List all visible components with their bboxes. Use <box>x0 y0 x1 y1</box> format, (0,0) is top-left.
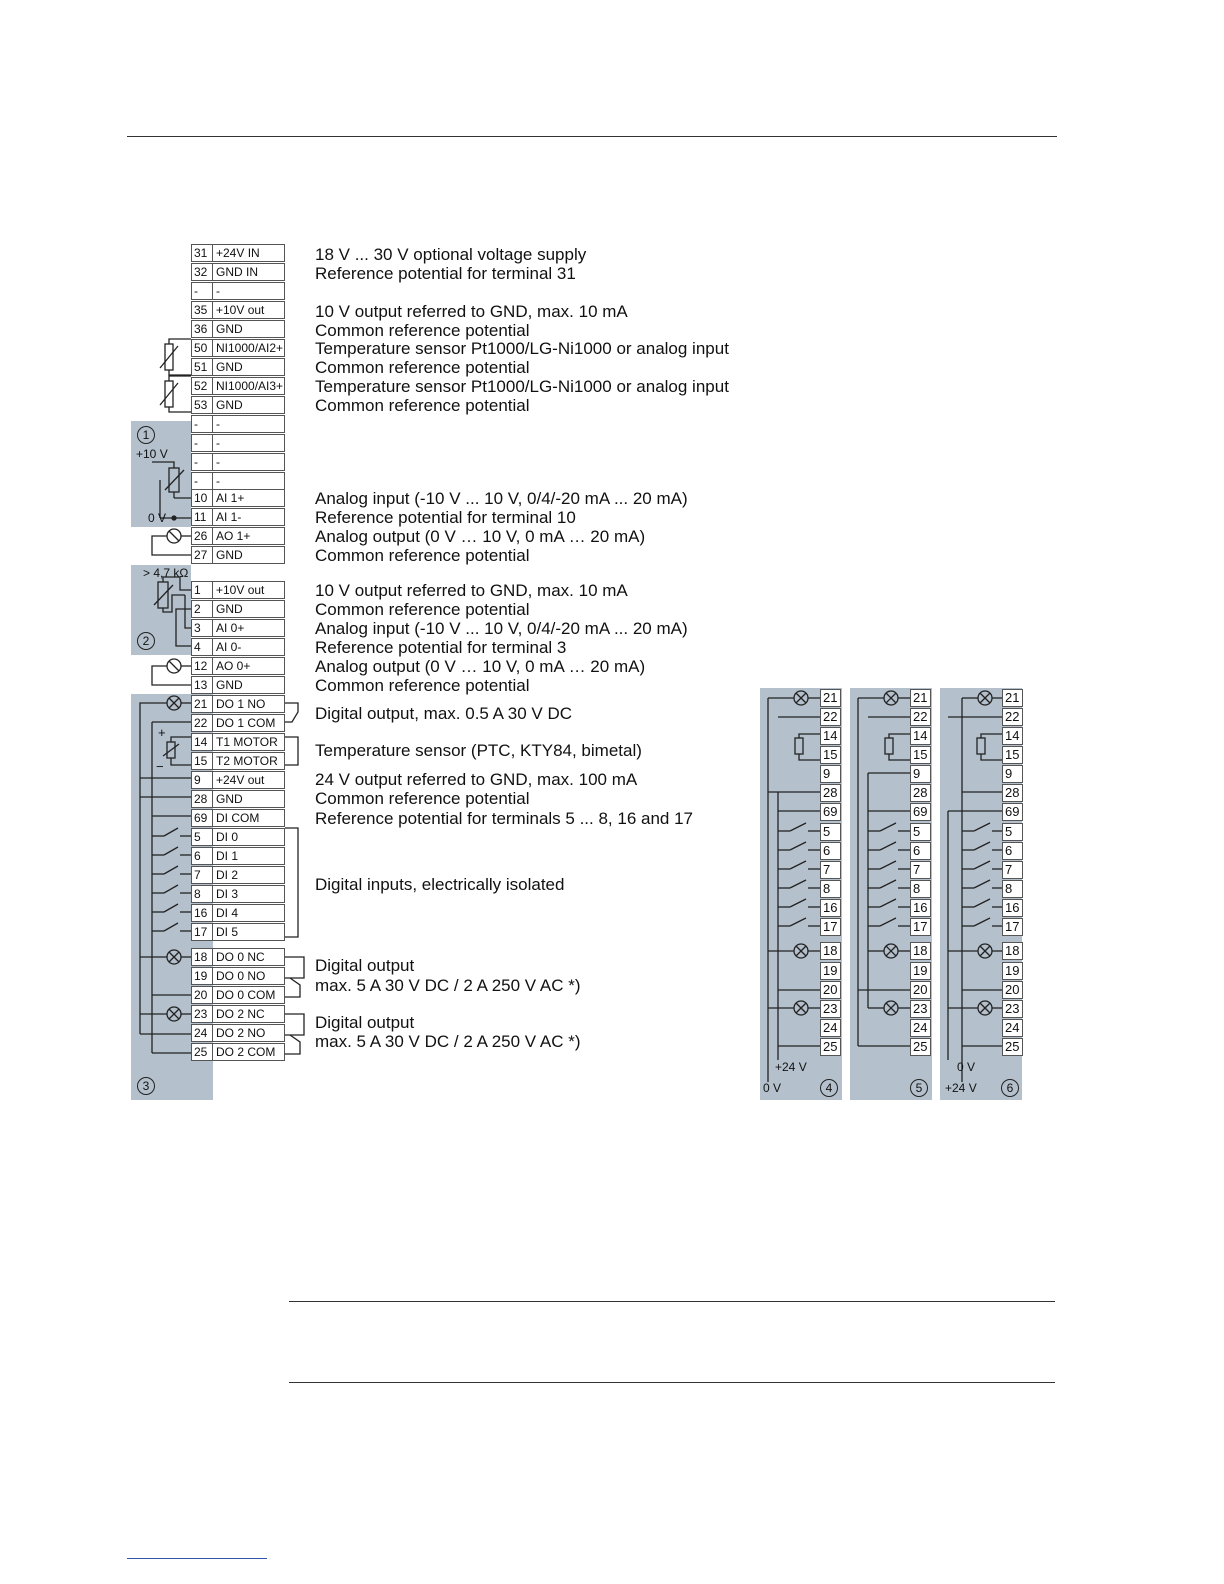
terminal-label: +10V out <box>216 303 265 317</box>
small-terminal: 5 <box>820 823 841 841</box>
terminal-number: 22 <box>192 715 213 731</box>
terminal-number: 51 <box>192 359 213 375</box>
desc-32: Reference potential for terminal 31 <box>315 264 576 283</box>
terminal-label: GND <box>216 548 243 562</box>
terminal-row <box>191 809 285 827</box>
terminal-label: GND <box>216 678 243 692</box>
terminal-row <box>191 377 285 395</box>
label-plus-ptc: + <box>158 725 166 740</box>
terminal-label: DI 3 <box>216 887 239 901</box>
desc-28: Common reference potential <box>315 789 530 808</box>
terminal-label: - <box>216 417 220 431</box>
terminal-number: 24 <box>192 1025 213 1041</box>
terminal-row <box>191 828 285 846</box>
terminal-row <box>191 695 285 713</box>
terminal-row <box>191 967 285 985</box>
small-terminal: 5 <box>1002 823 1023 841</box>
small-terminal: 17 <box>1002 918 1023 936</box>
small-terminal: 24 <box>1002 1019 1023 1037</box>
small-terminal: 22 <box>1002 708 1023 726</box>
terminal-number: 17 <box>192 924 213 940</box>
small-terminal: 23 <box>910 1000 931 1018</box>
desc-51: Common reference potential <box>315 358 530 377</box>
ao0-meter <box>152 659 191 685</box>
small-terminal: 25 <box>820 1038 841 1056</box>
terminal-number: 8 <box>192 886 213 902</box>
terminal-row <box>191 1005 285 1023</box>
terminal-row <box>191 415 285 433</box>
label-24v-p4: +24 V <box>775 1060 807 1074</box>
terminal-row <box>191 339 285 357</box>
terminal-number: 18 <box>192 949 213 965</box>
desc-31: 18 V ... 30 V optional voltage supply <box>315 245 587 264</box>
terminal-row <box>191 282 285 300</box>
small-terminal: 6 <box>1002 842 1023 860</box>
small-terminal: 14 <box>910 727 931 745</box>
terminal-number: 69 <box>192 810 213 826</box>
small-terminal: 69 <box>1002 803 1023 821</box>
terminal-label: GND IN <box>216 265 258 279</box>
label-0v-p4: 0 V <box>763 1081 782 1095</box>
terminal-row <box>191 508 285 526</box>
terminal-number: 28 <box>192 791 213 807</box>
desc-3: Analog input (-10 V ... 10 V, 0/4/-20 mA ... 20 mA) <box>315 619 688 638</box>
terminal-row <box>191 638 285 656</box>
terminal-row <box>191 986 285 1004</box>
terminal-label: DO 1 NO <box>216 697 266 711</box>
terminal-number: - <box>192 473 213 489</box>
small-terminal: 18 <box>1002 942 1023 960</box>
small-terminal: 5 <box>910 823 931 841</box>
do0-lamp <box>140 950 191 964</box>
relay-contact-2 <box>285 957 304 997</box>
terminal-label: DO 1 COM <box>216 716 276 730</box>
terminal-label: GND <box>216 398 243 412</box>
terminal-label: T2 MOTOR <box>216 754 278 768</box>
terminal-number: 15 <box>192 753 213 769</box>
label-24v-p6: +24 V <box>945 1081 977 1095</box>
terminal-label: DI 0 <box>216 830 239 844</box>
terminal-row <box>191 434 285 452</box>
small-terminal: 28 <box>910 784 931 802</box>
small-terminal: 14 <box>820 727 841 745</box>
terminal-number: 12 <box>192 658 213 674</box>
small-terminal: 19 <box>910 962 931 980</box>
terminal-number: 36 <box>192 321 213 337</box>
terminal-row <box>191 1024 285 1042</box>
terminal-row <box>191 453 285 471</box>
small-terminal: 14 <box>1002 727 1023 745</box>
terminal-row <box>191 600 285 618</box>
do1-lamp <box>140 696 191 797</box>
small-terminal: 7 <box>910 861 931 879</box>
small-terminal: 21 <box>820 689 841 707</box>
small-terminal: 9 <box>1002 765 1023 783</box>
terminal-label: DO 2 COM <box>216 1045 276 1059</box>
small-terminal: 28 <box>1002 784 1023 802</box>
ptc-symbol <box>163 737 191 765</box>
marker-2: 2 <box>137 632 155 650</box>
desc-do2-rating: max. 5 A 30 V DC / 2 A 250 V AC *) <box>315 1032 581 1051</box>
desc-1: 10 V output referred to GND, max. 10 mA <box>315 581 628 600</box>
terminal-number: 35 <box>192 302 213 318</box>
terminal-row <box>191 676 285 694</box>
desc-26: Analog output (0 V … 10 V, 0 mA … 20 mA) <box>315 527 646 546</box>
desc-2: Common reference potential <box>315 600 530 619</box>
terminal-label: - <box>216 436 220 450</box>
marker-3: 3 <box>137 1077 155 1095</box>
do2-lamp <box>140 1007 191 1021</box>
marker-4: 4 <box>820 1079 838 1097</box>
small-terminal: 8 <box>910 880 931 898</box>
desc-69: Reference potential for terminals 5 ... 8, 16 and 17 <box>315 809 694 828</box>
di-switches <box>152 828 191 931</box>
terminal-label: +24V IN <box>216 246 260 260</box>
terminal-number: 27 <box>192 547 213 563</box>
temp-sensor-symbol-2 <box>160 376 191 412</box>
terminal-row <box>191 866 285 884</box>
small-terminal: 21 <box>1002 689 1023 707</box>
small-terminal: 69 <box>820 803 841 821</box>
terminal-label: GND <box>216 792 243 806</box>
terminal-number: 7 <box>192 867 213 883</box>
terminal-label: GND <box>216 322 243 336</box>
desc-do2-title: Digital output <box>315 1013 415 1032</box>
terminal-number: 1 <box>192 582 213 598</box>
small-terminal: 9 <box>820 765 841 783</box>
desc-9: 24 V output referred to GND, max. 100 mA <box>315 770 638 789</box>
terminal-number: 53 <box>192 397 213 413</box>
terminal-row <box>191 771 285 789</box>
terminal-label: DO 2 NC <box>216 1007 265 1021</box>
relay-contact-1 <box>285 703 298 722</box>
small-terminal: 7 <box>820 861 841 879</box>
panel-5-wiring <box>858 691 910 1046</box>
small-terminal: 18 <box>910 942 931 960</box>
desc-13: Common reference potential <box>315 676 530 695</box>
terminal-label: DI 1 <box>216 849 239 863</box>
terminal-label: T1 MOTOR <box>216 735 278 749</box>
terminal-number: 3 <box>192 620 213 636</box>
small-terminal: 9 <box>910 765 931 783</box>
terminal-label: DI COM <box>216 811 260 825</box>
terminal-number: 50 <box>192 340 213 356</box>
terminal-row <box>191 923 285 941</box>
ao1-meter <box>152 529 191 555</box>
desc-14-15: Temperature sensor (PTC, KTY84, bimetal) <box>315 741 642 760</box>
terminal-row <box>191 752 285 770</box>
small-terminal: 18 <box>820 942 841 960</box>
small-terminal: 22 <box>910 708 931 726</box>
terminal-number: 13 <box>192 677 213 693</box>
terminal-row <box>191 619 285 637</box>
panel-4-wiring <box>768 691 820 1082</box>
desc-53: Common reference potential <box>315 396 530 415</box>
terminal-label: AI 1- <box>216 510 242 524</box>
terminal-row <box>191 847 285 865</box>
terminal-label: DO 0 NC <box>216 950 265 964</box>
small-terminal: 16 <box>820 899 841 917</box>
small-terminal: 17 <box>820 918 841 936</box>
terminal-number: - <box>192 435 213 451</box>
desc-21-22: Digital output, max. 0.5 A 30 V DC <box>315 704 573 723</box>
label-0v-p6: 0 V <box>957 1060 976 1074</box>
desc-4: Reference potential for terminal 3 <box>315 638 567 657</box>
terminal-label: - <box>216 474 220 488</box>
terminal-number: 52 <box>192 378 213 394</box>
terminal-label: NI1000/AI2+ <box>216 341 284 355</box>
small-terminal: 20 <box>820 981 841 999</box>
small-terminal: 15 <box>1002 746 1023 764</box>
desc-do0-title: Digital output <box>315 956 415 975</box>
terminal-row <box>191 885 285 903</box>
terminal-number: 31 <box>192 245 213 261</box>
terminal-label: +10V out <box>216 583 265 597</box>
terminal-number: - <box>192 454 213 470</box>
terminal-row <box>191 358 285 376</box>
panel-6-wiring <box>948 691 1002 1082</box>
small-terminal: 23 <box>1002 1000 1023 1018</box>
small-terminal: 25 <box>1002 1038 1023 1056</box>
terminal-label: +24V out <box>216 773 265 787</box>
terminal-row <box>191 904 285 922</box>
terminal-number: 10 <box>192 490 213 506</box>
terminal-number: 4 <box>192 639 213 655</box>
terminal-row <box>191 714 285 732</box>
terminal-label: DO 0 COM <box>216 988 276 1002</box>
terminal-number: 19 <box>192 968 213 984</box>
terminal-row <box>191 581 285 599</box>
terminal-label: GND <box>216 602 243 616</box>
terminal-number: 2 <box>192 601 213 617</box>
terminal-row <box>191 1043 285 1061</box>
desc-35: 10 V output referred to GND, max. 10 mA <box>315 302 628 321</box>
terminal-number: 26 <box>192 528 213 544</box>
terminal-row <box>191 790 285 808</box>
small-terminal: 24 <box>820 1019 841 1037</box>
terminal-number: 9 <box>192 772 213 788</box>
small-terminal: 17 <box>910 918 931 936</box>
terminal-number: - <box>192 283 213 299</box>
small-terminal: 15 <box>910 746 931 764</box>
terminal-row <box>191 263 285 281</box>
terminal-label: DO 2 NO <box>216 1026 266 1040</box>
terminal-number: 11 <box>192 509 213 525</box>
small-terminal: 22 <box>820 708 841 726</box>
terminal-row <box>191 320 285 338</box>
terminal-row <box>191 472 285 490</box>
desc-50: Temperature sensor Pt1000/LG-Ni1000 or analog input <box>315 339 729 358</box>
terminal-number: 32 <box>192 264 213 280</box>
small-terminal: 16 <box>910 899 931 917</box>
terminal-row <box>191 546 285 564</box>
terminal-row <box>191 527 285 545</box>
small-terminal: 19 <box>1002 962 1023 980</box>
small-terminal: 7 <box>1002 861 1023 879</box>
terminal-row <box>191 489 285 507</box>
terminal-label: DI 5 <box>216 925 239 939</box>
label-zerov: 0 V <box>148 511 167 525</box>
terminal-number: 6 <box>192 848 213 864</box>
terminal-row <box>191 948 285 966</box>
small-terminal: 25 <box>910 1038 931 1056</box>
terminal-number: 23 <box>192 1006 213 1022</box>
terminal-number: 14 <box>192 734 213 750</box>
small-terminal: 8 <box>1002 880 1023 898</box>
terminal-number: 25 <box>192 1044 213 1060</box>
small-terminal: 20 <box>910 981 931 999</box>
terminal-number: 16 <box>192 905 213 921</box>
desc-do0-rating: max. 5 A 30 V DC / 2 A 250 V AC *) <box>315 976 581 995</box>
terminal-row <box>191 301 285 319</box>
small-terminal: 23 <box>820 1000 841 1018</box>
marker-5: 5 <box>910 1079 928 1097</box>
terminal-row <box>191 244 285 262</box>
label-minus-ptc: − <box>156 759 164 774</box>
relay-contact-3 <box>285 1014 304 1054</box>
small-terminal: 19 <box>820 962 841 980</box>
terminal-label: GND <box>216 360 243 374</box>
small-terminal: 69 <box>910 803 931 821</box>
small-terminal: 21 <box>910 689 931 707</box>
small-terminal: 6 <box>820 842 841 860</box>
small-terminal: 16 <box>1002 899 1023 917</box>
terminal-label: AI 0- <box>216 640 242 654</box>
small-terminal: 15 <box>820 746 841 764</box>
terminal-number: 21 <box>192 696 213 712</box>
desc-52: Temperature sensor Pt1000/LG-Ni1000 or analog input <box>315 377 729 396</box>
terminal-row <box>191 396 285 414</box>
potentiometer-2 <box>154 577 191 646</box>
desc-36: Common reference potential <box>315 321 530 340</box>
label-plus10v: +10 V <box>136 447 168 461</box>
terminal-label: DI 4 <box>216 906 239 920</box>
desc-12: Analog output (0 V … 10 V, 0 mA … 20 mA) <box>315 657 646 676</box>
terminal-label: AO 0+ <box>216 659 251 673</box>
desc-11: Reference potential for terminal 10 <box>315 508 576 527</box>
terminal-row <box>191 657 285 675</box>
desc-10: Analog input (-10 V ... 10 V, 0/4/-20 mA ... 20 mA) <box>315 489 688 508</box>
small-terminal: 8 <box>820 880 841 898</box>
terminal-number: 20 <box>192 987 213 1003</box>
terminal-label: AO 1+ <box>216 529 251 543</box>
terminal-label: DO 0 NO <box>216 969 266 983</box>
terminal-label: DI 2 <box>216 868 239 882</box>
terminal-label: NI1000/AI3+ <box>216 379 284 393</box>
small-terminal: 20 <box>1002 981 1023 999</box>
desc-di: Digital inputs, electrically isolated <box>315 875 565 894</box>
terminal-row <box>191 733 285 751</box>
marker-6: 6 <box>1001 1079 1019 1097</box>
small-terminal: 28 <box>820 784 841 802</box>
temp-sensor-symbol-1 <box>160 339 191 375</box>
small-terminal: 6 <box>910 842 931 860</box>
terminal-label: AI 0+ <box>216 621 245 635</box>
terminal-label: - <box>216 455 220 469</box>
terminal-number: 5 <box>192 829 213 845</box>
small-terminal: 24 <box>910 1019 931 1037</box>
terminal-label: AI 1+ <box>216 491 245 505</box>
terminal-number: - <box>192 416 213 432</box>
terminal-label: - <box>216 284 220 298</box>
marker-1: 1 <box>137 426 155 444</box>
label-resistor: > 4,7 kΩ <box>143 566 189 580</box>
desc-27: Common reference potential <box>315 546 530 565</box>
